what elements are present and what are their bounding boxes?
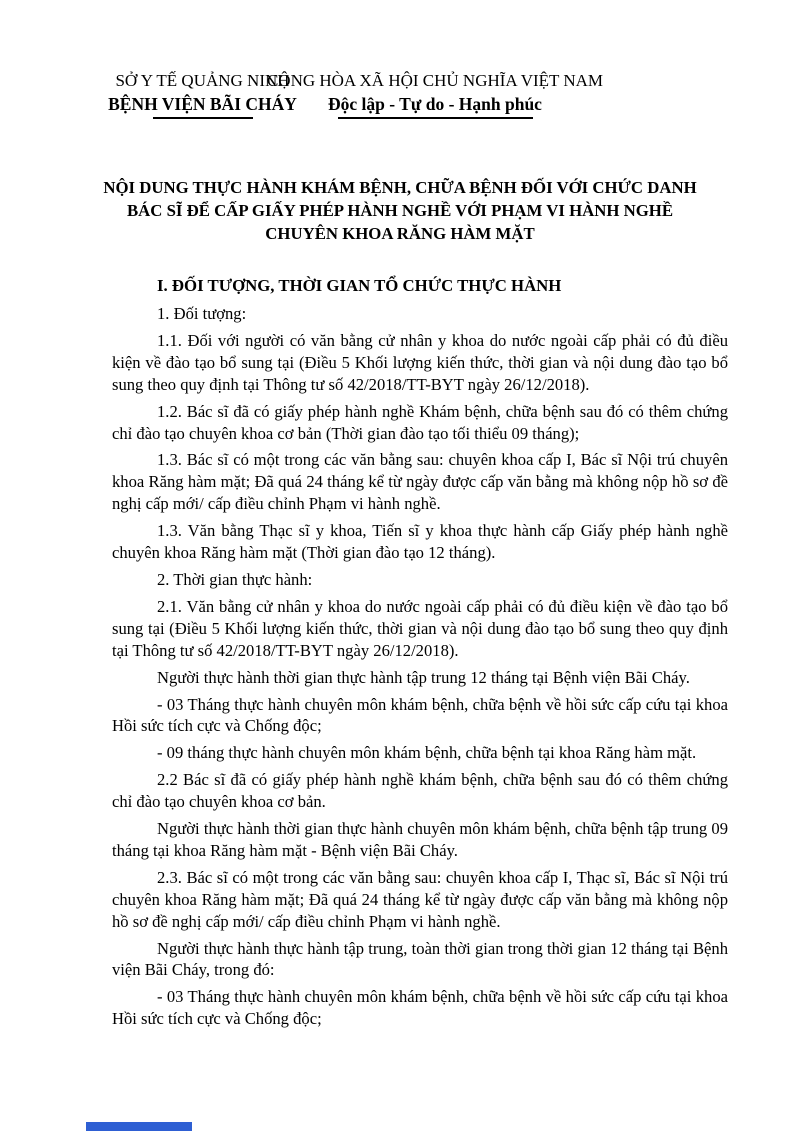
paragraph: - 03 Tháng thực hành chuyên môn khám bệnh, chữa bệnh về hồi sức cấp cứu tại khoa Hồi sức tích cực và Chống độc; [112,694,728,736]
issuer-department: SỞ Y TẾ QUẢNG NINH [115,71,290,90]
paragraph: Người thực hành thực hành tập trung, toàn thời gian trong thời gian 12 tháng tại Bệnh viện Bãi Cháy, trong đó: [112,938,728,980]
paragraph: 1.3. Bác sĩ có một trong các văn bằng sau: chuyên khoa cấp I, Bác sĩ Nội trú chuyên khoa Răng hàm mặt; Đã quá 24 tháng kể từ ngày được cấp văn bằng mà không nộp hồ sơ đề nghị cấp mới/ cấp điều chỉnh Phạm vi hành nghề. [112,450,728,514]
document-body [112,303,728,1030]
paragraph: - 09 tháng thực hành chuyên môn khám bệnh, chữa bệnh tại khoa Răng hàm mặt. [157,743,697,763]
motto-underline [338,117,533,119]
national-motto-block [265,70,605,119]
paragraph: 2. Thời gian thực hành: [157,569,313,589]
national-motto: Độc lập - Tự do - Hạnh phúc [328,94,542,114]
issuer-underline [153,117,253,119]
paragraph: 2.1. Văn bằng cử nhân y khoa do nước ngoài cấp phải có đủ điều kiện về đào tạo bổ sung tại (Điều 5 Khối lượng kiến thức, thời gian và nội dung đào tạo bổ sung theo quy định tại Thông tư số 42/2018/TT-BYT ngày 26/12/2018). [112,596,728,660]
paragraph: 2.2 Bác sĩ đã có giấy phép hành nghề khám bệnh, chữa bệnh sau đó có thêm chứng chỉ đào tạo chuyên khoa cơ bản. [112,770,728,812]
paragraph: 2.3. Bác sĩ có một trong các văn bằng sau: chuyên khoa cấp I, Thạc sĩ, Bác sĩ Nội trú chuyên khoa Răng hàm mặt; Đã quá 24 tháng kể từ ngày được cấp văn bằng mà không nộp hồ sơ đề nghị cấp mới/ cấp điều chỉnh Phạm vi hành nghề. [112,867,728,931]
paragraph: 1.2. Bác sĩ đã có giấy phép hành nghề Khám bệnh, chữa bệnh sau đó có thêm chứng chỉ đào tạo chuyên khoa cơ bản (Thời gian đào tạo tối thiểu 09 tháng); [112,401,728,443]
paragraph: Người thực hành thời gian thực hành chuyên môn khám bệnh, chữa bệnh tập trung 09 tháng tại khoa Răng hàm mặt - Bệnh viện Bãi Cháy. [112,819,728,860]
paragraph: Người thực hành thời gian thực hành tập trung 12 tháng tại Bệnh viện Bãi Cháy. [157,667,690,687]
partial-blue-bar [86,1122,192,1131]
national-title: CỘNG HÒA XÃ HỘI CHỦ NGHĨA VIỆT NAM [266,71,604,90]
section-heading: I. ĐỐI TƯỢNG, THỜI GIAN TỔ CHỨC THỰC HÀNH [157,276,562,295]
paragraph: 1. Đối tượng: [157,304,247,323]
paragraph: - 03 Tháng thực hành chuyên môn khám bệnh, chữa bệnh về hồi sức cấp cứu tại khoa Hồi sức tích cực và Chống độc; [112,987,728,1029]
document-title: NỘI DUNG THỰC HÀNH KHÁM BỆNH, CHỮA BỆNH ĐỐI VỚI CHỨC DANH BÁC SĨ ĐỂ CẤP GIẤY PHÉP HÀNH NGHỀ VỚI PHẠM VI HÀNH NGHỀ CHUYÊN KHOA RĂNG HÀM MẶT [103,178,697,243]
paragraph: 1.1. Đối với người có văn bằng cử nhân y khoa do nước ngoài cấp phải có đủ điều kiện về đào tạo bổ sung tại (Điều 5 Khối lượng kiến thức, thời gian và nội dung đào tạo bổ sung theo quy định tại Thông tư số 42/2018/TT-BYT ngày 26/12/2018). [112,330,728,394]
document-header [0,70,800,130]
paragraph: 1.3. Văn bằng Thạc sĩ y khoa, Tiến sĩ y khoa thực hành cấp Giấy phép hành nghề chuyên khoa Răng hàm mặt (Thời gian đào tạo 12 tháng). [112,521,728,563]
issuer-hospital: BỆNH VIỆN BÃI CHÁY [108,94,297,114]
